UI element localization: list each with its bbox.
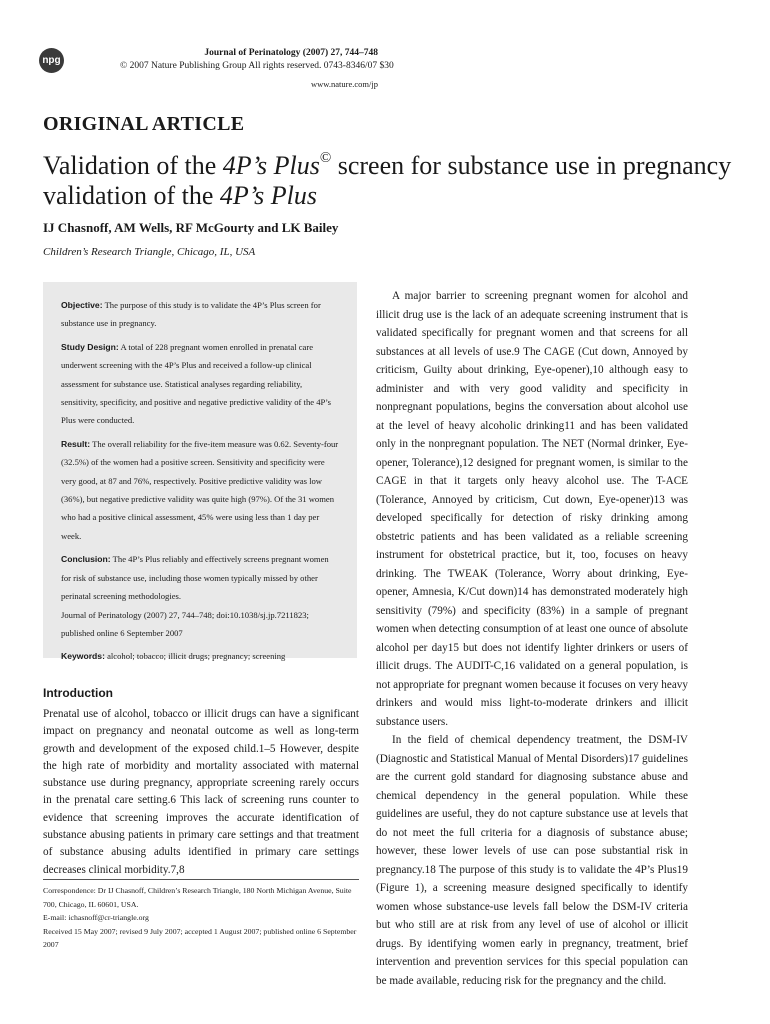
abstract-objective	[61, 296, 339, 333]
abstract-design	[61, 338, 339, 430]
npg-logo: npg	[39, 48, 64, 73]
objective-label: Objective:	[61, 300, 103, 310]
conclusion-label: Conclusion:	[61, 554, 111, 565]
correspondence-address: Correspondence: Dr IJ Chasnoff, Children’s Research Triangle, 180 North Michigan Avenue, Suite 700, Chicago, IL 60601, USA.	[43, 886, 352, 909]
result-text: The overall reliability for the five-item measure was 0.62. Seventy-four (32.5%) of the women had a positive screen. Sensitivity and specificity were very good, at 87 and 76%, respectively. Positive predictive validity was low (36%), but negative predictive validity was quite high (97%). Of the 31 women who had a positive clinical assessment, 45% were using less than 1 day per week.	[61, 438, 339, 541]
title-part-1: Validation of the	[43, 151, 223, 180]
title-italic-1: 4P’s Plus	[222, 151, 320, 180]
body-paragraph-1: A major barrier to screening pregnant women for alcohol and illicit drug use is the lack of an adequate screening instrument that is validated specifically for pregnant women and that screens for all substances at all levels of use.9 The CAGE (Cut down, Annoyed by criticism, Guilty about drinking, Eye-opener),10 although easy to administer and with very good validity and specificity in nonpregnant populations, begins the conversation about alcohol use at the level of heavy alcoholic drinking11 and has been validated only in the nonpregnant population. The NET (Normal drinker, Eye-opener, Tolerance),12 designed for pregnant women, is similar to the CAGE in that it targets only heavy alcohol use. The T-ACE (Tolerance, Annoyed by criticism, Cut down, Eye-opener)13 was developed specifically for detection of risky drinking among obstetric patients and has been validated as a reliable screening instrument for obstetrical practice, but it, too, focuses on heavy drinking. The TWEAK (Tolerance, Worry about drinking, Eye-opener, Amnesia, K/Cut down)14 has demonstrated moderately high sensitivity (79%) and specificity (83%) in a sample of pregnant women when detecting consumption of at least one ounce of absolute alcohol per day15 but does not identify lighter drinkers or users of illicit drugs. The AUDIT-C,16 validated on a general population, is not appropriate for pregnant women because it focuses on very heavy drinkers and would miss light-to-moderate drinkers and illicit substance users.	[376, 290, 688, 728]
abstract-box	[43, 282, 357, 662]
journal-citation-line: Journal of Perinatology (2007) 27, 744–748	[204, 48, 378, 58]
abstract-result	[61, 435, 339, 545]
result-label: Result:	[61, 438, 91, 449]
title-copyright-mark: ©	[319, 150, 332, 166]
title-italic-2: 4P’s Plus	[219, 181, 317, 210]
article-type: ORIGINAL ARTICLE	[43, 113, 245, 135]
introduction-text: Prenatal use of alcohol, tobacco or illicit drugs can have a significant impact on pregnancy and neonatal outcome as well as long-term growth and development of the exposed child.1–5 However, despite the high rate of morbidity and mortality associated with maternal substance use during pregnancy, appropriate screening rarely occurs in the prenatal care setting.6 This lack of screening runs counter to evidence that screening improves the accurate identification of substance abusing patients in primary care settings and that treatment of substance abusing adults identified in primary care settings decreases clinical morbidity.7,8	[43, 708, 359, 876]
objective-text: The purpose of this study is to validate the 4P’s Plus screen for substance use in pregnancy.	[61, 300, 321, 329]
title-part-2: screen for substance use in pregnancy validation of the	[43, 151, 732, 210]
footnote-divider	[43, 879, 359, 880]
abstract-keywords	[61, 647, 339, 665]
introduction-heading: Introduction	[43, 686, 113, 700]
conclusion-text: The 4P’s Plus reliably and effectively screens pregnant women for risk of substance use, including those women typically missed by other perinatal screening methodologies.	[61, 554, 329, 602]
keywords-text: alcohol; tobacco; illicit drugs; pregnancy; screening	[107, 651, 286, 662]
abstract-citation: Journal of Perinatology (2007) 27, 744–748; doi:10.1038/sj.jp.7211823; published online 6 September 2007	[61, 609, 309, 638]
right-column-body	[376, 287, 688, 990]
article-title	[43, 143, 733, 211]
copyright-line: © 2007 Nature Publishing Group All rights reserved. 0743-8346/07 $30	[120, 61, 394, 71]
abstract-conclusion	[61, 550, 339, 605]
authors: IJ Chasnoff, AM Wells, RF McGourty and LK Bailey	[43, 220, 339, 235]
correspondence-block	[43, 884, 359, 952]
affiliation: Children’s Research Triangle, Chicago, IL, USA	[43, 246, 256, 258]
design-label: Study Design:	[61, 341, 119, 352]
correspondence-email[interactable]: E-mail: ichasnoff@cr-triangle.org	[43, 913, 149, 923]
design-text: A total of 228 pregnant women enrolled in prenatal care underwent screening with the 4P’s Plus and received a follow-up clinical assessment for substance use. Statistical analyses regarding reliability, sensitivity, specificity, and positive and negative predictive validity of the 4P’s Plus were conducted.	[61, 341, 332, 426]
received-dates: Received 15 May 2007; revised 9 July 2007; accepted 1 August 2007; published online 6 September 2007	[43, 926, 357, 950]
body-paragraph-2: In the field of chemical dependency treatment, the DSM-IV (Diagnostic and Statistical Manual of Mental Disorders)17 guidelines are the current gold standard for diagnosing substance abuse and chemical dependency in the general population. While these guidelines are useful, they do not capture substance use at levels that do not meet the full criteria for a diagnosis of substance abuse; however, these lower levels of use can pose substantial risk in pregnancy.18 The purpose of this study is to validate the 4P’s Plus19 (Figure 1), a screening measure designed specifically to identify women whose substance-use levels fall below the DSM-IV criteria but who still are at risk from any level of use of alcohol or illicit drugs. By identifying women early in pregnancy, treatment, brief intervention and prevention services for this special population can be made available, reducing risk for the pregnancy and the child.	[376, 734, 688, 987]
journal-url[interactable]: www.nature.com/jp	[311, 79, 378, 89]
keywords-label: Keywords:	[61, 651, 105, 662]
